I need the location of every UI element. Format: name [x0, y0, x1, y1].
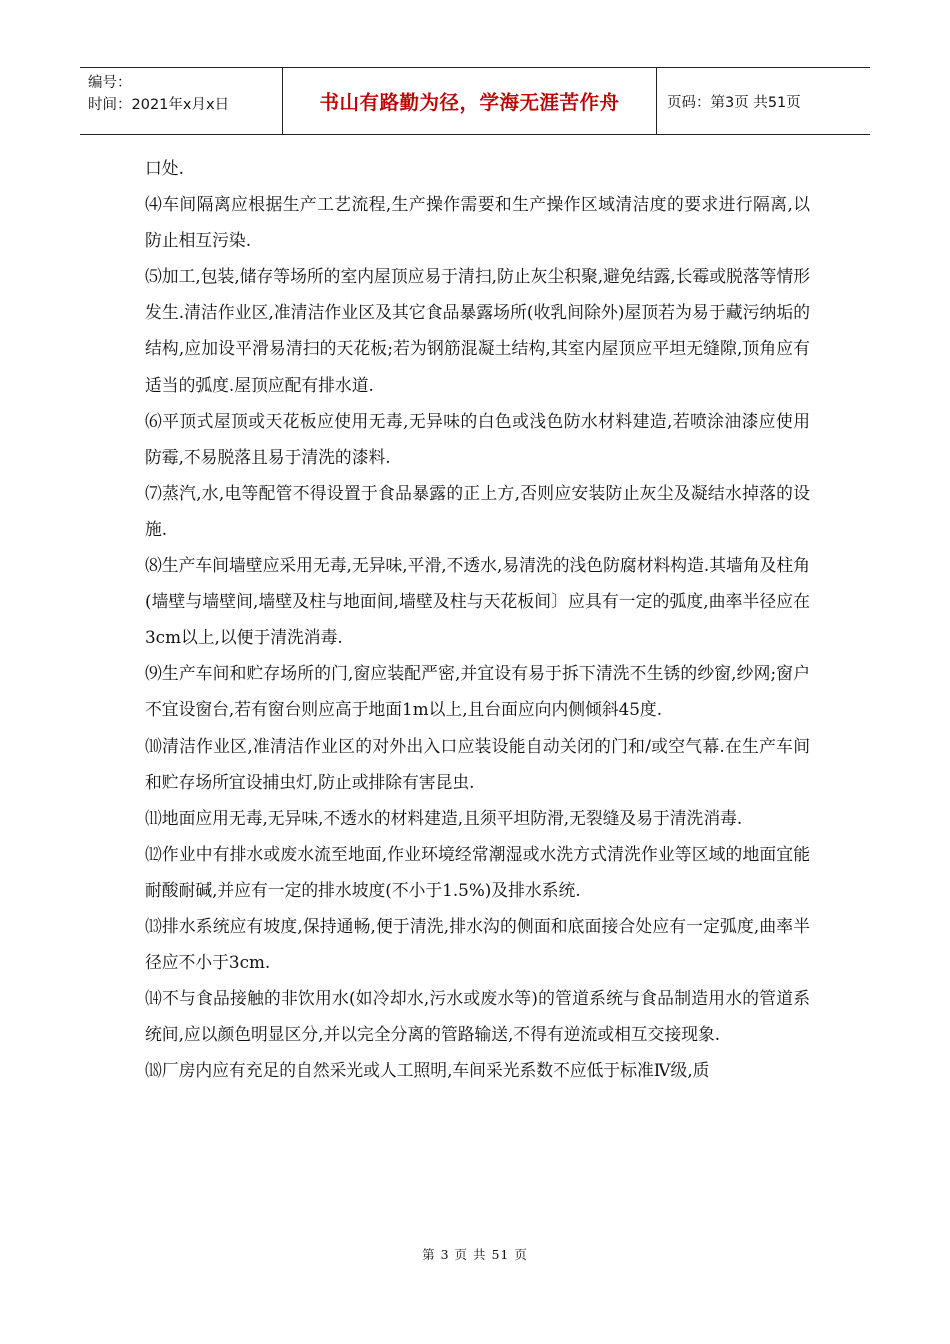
- paragraph: ⒅厂房内应有充足的自然采光或人工照明,车间采光系数不应低于标准Ⅳ级,质: [145, 1060, 710, 1081]
- paragraph: ⑼生产车间和贮存场所的门,窗应装配严密,并宜设有易于拆下清洗不生锈的纱窗,纱网;窗户不宜设窗台,若有窗台则应高于地面1m以上,且台面应向内侧倾斜45度.: [145, 663, 810, 720]
- paragraph: ⑸加工,包装,储存等场所的室内屋顶应易于清扫,防止灰尘积聚,避免结露,长霉或脱落等情形发生.清洁作业区,准清洁作业区及其它食品暴露场所(收乳间除外)屋顶若为易于藏污纳垢的结构,应加设平滑易清扫的天花板;若为钢筋混凝土结构,其室内屋顶应平坦无缝隙,顶角应有适当的弧度.屋顶应配有排水道.: [145, 266, 810, 395]
- paragraph: ⑾地面应用无毒,无异味,不透水的材料建造,且须平坦防滑,无裂缝及易于清洗消毒.: [145, 807, 743, 828]
- paragraph: ⑻生产车间墙壁应采用无毒,无异味,平滑,不透水,易清洗的浅色防腐材料构造.其墙角及柱角(墙壁与墙壁间,墙壁及柱与地面间,墙壁及柱与天花板间〕应具有一定的弧度,曲率半径应在3cm以上,以便于清洗消毒.: [145, 555, 810, 648]
- page-header: [80, 67, 870, 135]
- paragraph: ⑺蒸汽,水,电等配管不得设置于食品暴露的正上方,否则应安装防止灰尘及凝结水掉落的设施.: [145, 482, 810, 539]
- paragraph: ⑹平顶式屋顶或天花板应使用无毒,无异味的白色或浅色防水材料建造,若喷涂油漆应使用防霉,不易脱落且易于清洗的漆料.: [145, 410, 810, 467]
- paragraph: ⑽清洁作业区,准清洁作业区的对外出入口应装设能自动关闭的门和/或空气幕.在生产车间和贮存场所宜设捕虫灯,防止或排除有害昆虫.: [145, 735, 810, 792]
- document-body: [145, 150, 810, 1088]
- header-date: 时间：2021年x月x日: [88, 97, 230, 113]
- paragraph: 口处.: [145, 158, 184, 178]
- header-number-label: 编号：: [88, 75, 132, 91]
- paragraph: ⑿作业中有排水或废水流至地面,作业环境经常潮湿或水洗方式清洗作业等区域的地面宜能耐酸耐碱,并应有一定的排水坡度(不小于1.5%)及排水系统.: [145, 843, 810, 900]
- header-motto: 书山有路勤为径，学海无涯苦作舟: [283, 68, 657, 134]
- paragraph: ⒀排水系统应有坡度,保持通畅,便于清洗,排水沟的侧面和底面接合处应有一定弧度,曲率半径应不小于3cm.: [145, 915, 810, 973]
- paragraph: ⑷车间隔离应根据生产工艺流程,生产操作需要和生产操作区域清洁度的要求进行隔离,以防止相互污染.: [145, 194, 810, 251]
- header-meta: [80, 68, 283, 134]
- paragraph: ⒁不与食品接触的非饮用水(如冷却水,污水或废水等)的管道系统与食品制造用水的管道系统间,应以颜色明显区分,并以完全分离的管路输送,不得有逆流或相互交接现象.: [145, 988, 810, 1045]
- page-footer: 第 3 页 共 51 页: [422, 1247, 528, 1262]
- header-page-info: 页码：第3页 共51页: [667, 94, 801, 111]
